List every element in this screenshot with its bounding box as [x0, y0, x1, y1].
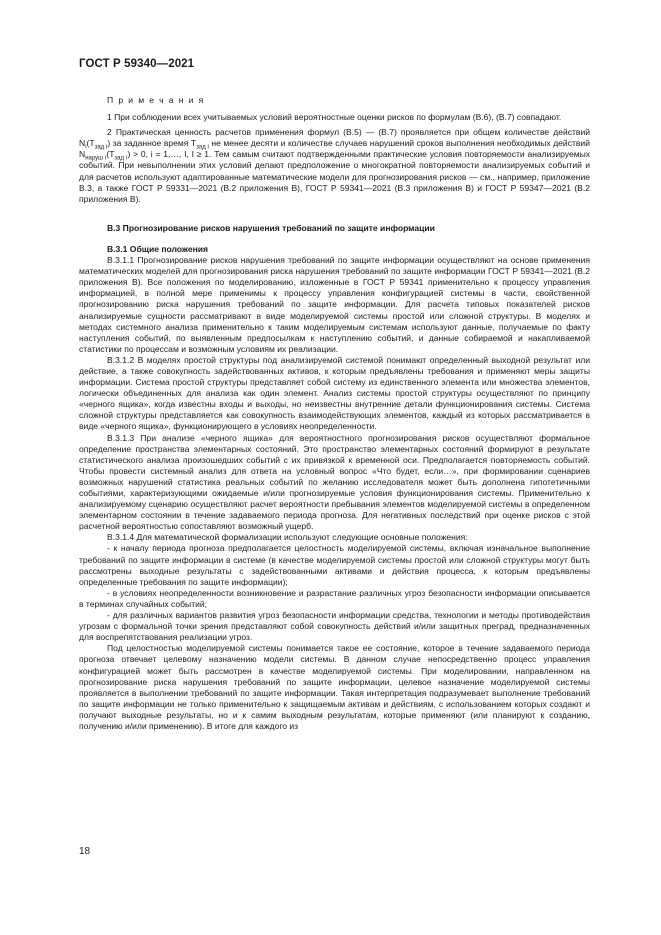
list-item: - к началу периода прогноза предполагается целостность моделируемой системы, включая изначальное выполнение требований по защите информации в системе (в качестве моделируемой системы простой или сложной структуры могут быть рассмотрены выходные результаты с задействованными активами и действия процесса, к которым предъявлены определенные требования по защите информации); — [79, 543, 590, 587]
subsection-title: В.3.1 Общие положения — [107, 243, 209, 254]
paragraph-3-1-1: В.3.1.1 Прогнозирование рисков нарушения требований по защите информации осуществляют на основе применения математических моделей для прогнозирования риска нарушения требований по защите информации ГОСТ Р 59341—2021 (В.2 приложения В). Все положения по моделированию, изложенные в ГОСТ Р 59341 применительно к процессу управления информацией, в полной мере применимы к процессу управления конфигурацией системы в части, свойственной прогнозированию риска нарушения требований по защите информации. Для расчета типовых показателей рисков анализируемые сущности рассматривают в виде моделируемой системы простой или сложной структуры. В моделях и методах системного анализа применительно к таким моделируемым системам используют данные, получаемые по факту наступления событий, по выявленным предпосылкам к наступлению событий, и данные собираемой и накапливаемой статистики по процессам и возможным условиям их реализации. — [79, 255, 590, 354]
section-title: В.3 Прогнозирование рисков нарушения требований по защите информации — [107, 222, 435, 233]
note-1: 1 При соблюдении всех учитываемых условий вероятностные оценки рисков по формулам (В.6), (В.7) совпадают. — [107, 112, 562, 123]
note-2: 2 Практическая ценность расчетов применения формул (В.5) — (В.7) проявляется при общем количестве действий $N_i(T_{зад i})$ за заданное время $T_{зад i}$ не менее десяти и количестве случаев нарушений сроков выполнения необходимых действий $N_{наруш i}(T_{зад i}) > 0$, i = 1,…, I, I ≥ 1. Тем самым считают подтвержденными практические условия повторяемости анализируемых событий. При невыполнении этих условий делают предположение о многократной повторяемости анализируемых событий и для расчетов используют адаптированные математические модели для прогнозирования рисков — см., например, приложение В.3, а также ГОСТ Р 59331—2021 (В.2 приложения В), ГОСТ Р 59341—2021 (В.3 приложения В) и ГОСТ Р 59347—2021 (В.2 приложения В). — [79, 127, 591, 204]
page-number: 18 — [79, 846, 91, 857]
list-item: - в условиях неопределенности возникновение и разрастание различных угроз безопасности информации описывается в терминах случайных событий; — [79, 587, 590, 609]
paragraph-integrity: Под целостностью моделируемой системы понимается такое ее состояние, которое в течение задаваемого периода прогноза отвечает целевому назначению модели системы. В данном случае непосредственно процесс управления конфигурацией может быть рассмотрен в качестве моделируемой системы. При моделировании, направленном на прогнозирование риска нарушения требований по защите информации, целевое назначение моделируемой системы проявляется в выполнении требований по защите информации. Такая интерпретация подразумевает выполнение требований по защите информации не только применительно к защищаемым активам и действиям, с использованием которых создают и получают выходные результаты, но и к самим выходным результатам, которые применяют (или планируют к созданию, получению и/или применению). В итоге для каждого из — [79, 643, 590, 731]
list-item: - для различных вариантов развития угроз безопасности информации средства, технологии и методы противодействия угрозам с формальной точки зрения представляют собой совокупность действий и/или защитных преград, предназначенных для воспрепятствования реализации угроз. — [79, 610, 590, 643]
paragraph-3-1-3: В.3.1.3 При анализе «черного ящика» для вероятностного прогнозирования рисков осуществляют формальное определение пространства элементарных состояний. Это пространство элементарных состояний формируют в результате статистического анализа произошедших событий с их привязкой к временной оси. Предполагается повторяемость событий. Чтобы провести системный анализ для ответа на условный вопрос «Что будет, если…», при формировании сценариев возможных нарушений статистика реальных событий по желанию исследователя может быть дополнена гипотетичными событиями, характеризующими ожидаемые и/или прогнозируемые условия функционирования системы. Применительно к анализируемому сценарию осуществляют расчет вероятности пребывания элементов моделируемой системы в определенном элементарном состоянии в течение задаваемого периода прогноза. Для негативных последствий при оценке рисков с этой расчетной вероятностью сопоставляют возможный ущерб. — [79, 432, 590, 532]
paragraph-3-1-2: В.3.1.2 В моделях простой структуры под анализируемой системой понимают определенный выходной результат или действие, а также совокупность задействованных активов, к которым предъявлены требования и применяют меры защиты информации. Система простой структуры представляет собой систему из единственного элемента или множества элементов, логически объединенных для анализа как один элемент. Анализ системы простой структуры осуществляют по принципу «черного ящика», когда известны входы и выходы, но неизвестны внутренние детали функционирования системы. Система сложной структуры представляется как совокупность взаимодействующих элементов, каждый из которых рассматривается в виде «черного ящика», функционирующего в условиях неопределенности. — [79, 354, 590, 432]
document-code-header: ГОСТ Р 59340—2021 — [79, 58, 195, 70]
page-content — [79, 95, 590, 732]
paragraph-3-1-4: В.3.1.4 Для математической формализации используют следующие основные положения: — [107, 532, 468, 543]
notes-title: П р и м е ч а н и я — [107, 95, 205, 105]
